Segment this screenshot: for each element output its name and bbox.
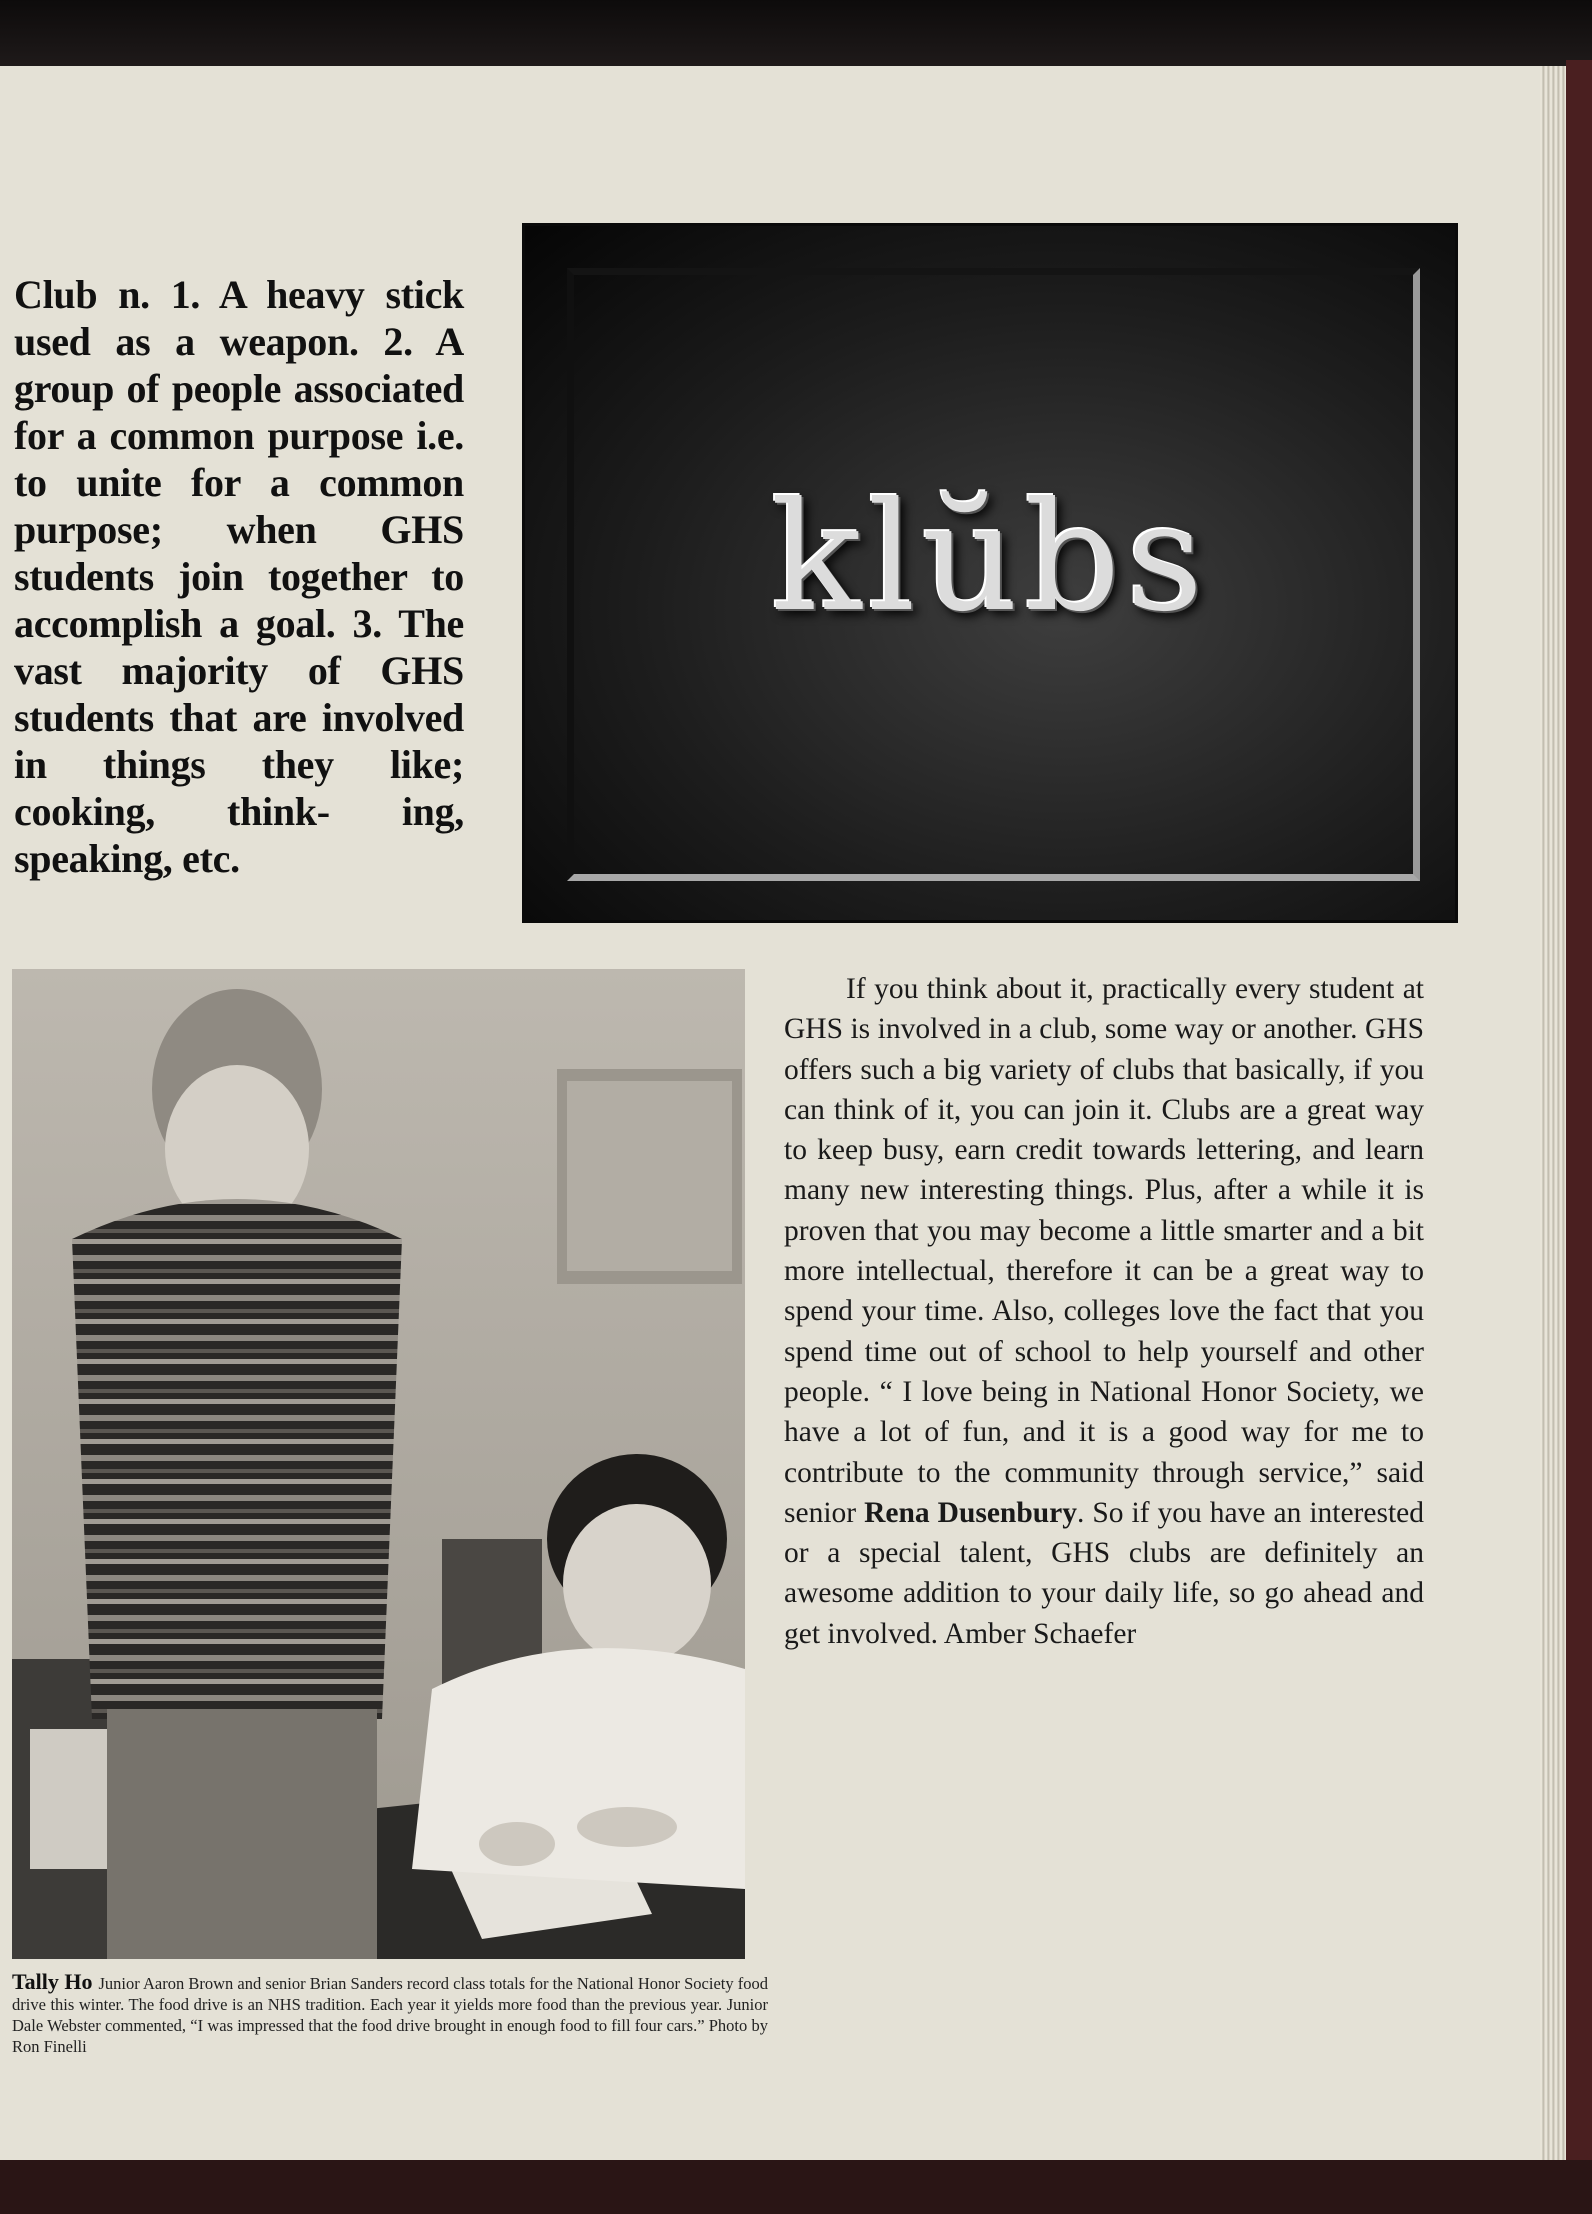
- quoted-student-name: Rena Dusenbury: [864, 1496, 1077, 1529]
- yearbook-page: [0, 66, 1552, 2160]
- page-title: klŭbs: [770, 471, 1210, 645]
- photo-image: [12, 969, 745, 1959]
- photo-caption: [12, 1971, 768, 2057]
- students-photo: [12, 969, 745, 1959]
- scan-bottom-border: [0, 2160, 1592, 2214]
- title-panel: [522, 223, 1458, 923]
- article-body: [784, 969, 1424, 1654]
- scan-top-border: [0, 0, 1592, 68]
- article-text-part2: . So if you have an interested or a special talent, GHS clubs are definitely an awesome addition to your daily life, so go ahead and get involved. Amber Schaefer: [784, 1496, 1424, 1650]
- club-definition: Club n. 1. A heavy stick used as a weapon. 2. A group of people associated for a common purpose i.e. to unite for a common purpose; when GHS students join together to accomplish a goal. 3. The vast majority of GHS students that are involved in things they like; cooking, think- ing, speaking, etc.: [14, 272, 464, 881]
- page-edge: [1540, 66, 1566, 2160]
- book-spine: [1566, 60, 1592, 2180]
- caption-text: Junior Aaron Brown and senior Brian Sanders record class totals for the National Honor Society food drive this winter. The food drive is an NHS tradition. Each year it yields more food than the previous year. Junior Dale Webster commented, “I was impressed that the food drive brought in enough food to fill four cars.” Photo by Ron Finelli: [12, 1974, 768, 2056]
- caption-lead: Tally Ho: [12, 1969, 93, 1994]
- article-text-part1: If you think about it, practically every student at GHS is involved in a club, some way or another. GHS offers such a big variety of clubs that basically, if you can think of it, you can join it. Clubs are a great way to keep busy, earn credit towards lettering, and learn many new interesting things. Plus, after a while it is proven that you may become a little smarter and a bit more intellectual, therefore it can be a great way to spend your time. Also, colleges love the fact that you spend time out of school to help yourself and other people. “ I love being in National Honor Society, we have a lot of fun, and it is a good way for me to contribute to the community through service,” said senior: [784, 973, 1424, 1529]
